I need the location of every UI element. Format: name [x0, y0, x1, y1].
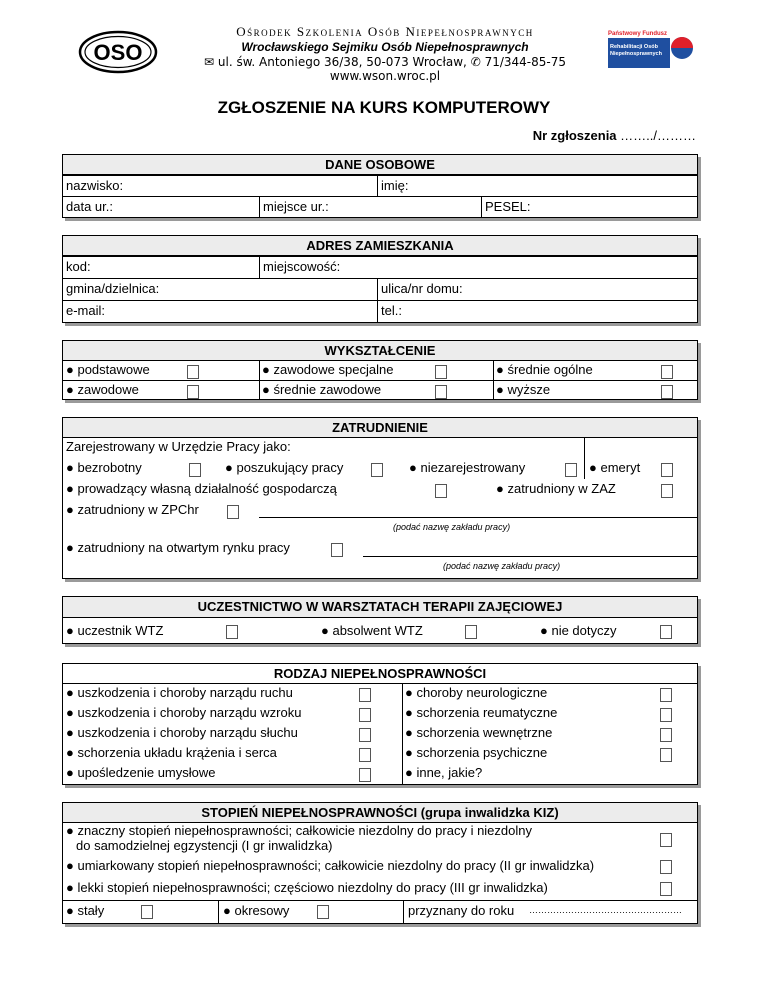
- personal-row-2: [63, 196, 697, 217]
- disability-type-header: RODZAJ NIEPEŁNOSPRAWNOŚCI: [63, 664, 697, 684]
- personal-data-section: [62, 154, 698, 218]
- wtz-participant-checkbox[interactable]: [226, 625, 238, 639]
- edu-secondary-general-label: ● średnie ogólne: [496, 362, 593, 377]
- disability-type-section: [62, 663, 698, 785]
- edu-vocational-label: ● zawodowe: [66, 382, 139, 397]
- degree-severe-label-2: do samodzielnej egzystencji (I gr inwalidzka): [76, 838, 333, 853]
- disability-degree-header: STOPIEŃ NIEPEŁNOSPRAWNOŚCI (grupa inwalidzka KIZ): [63, 803, 697, 823]
- address-row-3: [63, 300, 697, 322]
- zaz-label: ● zatrudniony w ZAZ: [496, 481, 616, 496]
- address-row-2: [63, 278, 697, 300]
- pesel-field[interactable]: PESEL:: [485, 199, 531, 214]
- city-field[interactable]: miejscowość:: [263, 259, 341, 274]
- granted-until-field[interactable]: ……………………………………………: [529, 905, 682, 915]
- education-section: [62, 340, 698, 400]
- edu-special-vocational-checkbox[interactable]: [435, 365, 447, 379]
- disability-degree-section: [62, 802, 698, 924]
- org-subtitle: Wrocławskiego Sejmiku Osób Niepełnosprawnych: [241, 40, 529, 54]
- zpchr-employer-hint: (podać nazwę zakładu pracy): [393, 522, 511, 532]
- retiree-label: ● emeryt: [589, 460, 641, 475]
- zpchr-checkbox[interactable]: [227, 505, 239, 519]
- edu-higher-label: ● wyższe: [496, 382, 551, 397]
- disability-left-label-5: ● upośledzenie umysłowe: [66, 765, 216, 780]
- org-website: www.wson.wroc.pl: [329, 69, 441, 83]
- granted-until-label: przyznany do roku: [408, 903, 515, 918]
- edu-higher-checkbox[interactable]: [661, 385, 673, 399]
- job-seeker-label: ● poszukujący pracy: [225, 460, 344, 475]
- personal-data-header: DANE OSOBOWE: [63, 155, 697, 175]
- degree-mild-label: ● lekki stopień niepełnosprawności; częściowo niezdolny do pracy (III gr inwalidzka): [66, 880, 548, 895]
- org-phone: 71/344-85-75: [484, 55, 566, 69]
- job-seeker-checkbox[interactable]: [371, 463, 383, 477]
- self-employed-label: ● prowadzący własną działalność gospodarczą: [66, 481, 337, 496]
- org-address-line: [150, 55, 620, 69]
- org-address: ul. św. Antoniego 36/38, 50-073 Wrocław,: [217, 55, 467, 69]
- unregistered-label: ● niezarejestrowany: [409, 460, 526, 475]
- application-number: [470, 128, 696, 143]
- disability-left-checkbox-2[interactable]: [359, 708, 371, 722]
- disability-left-label-2: ● uszkodzenia i choroby narządu wzroku: [66, 705, 302, 720]
- degree-moderate-label: ● umiarkowany stopień niepełnosprawności; całkowicie niezdolny do pracy (II gr inwalidzka): [66, 858, 595, 873]
- disability-right-checkbox-4[interactable]: [660, 748, 672, 762]
- form-title: ZGŁOSZENIE NA KURS KOMPUTEROWY: [217, 98, 551, 117]
- open-market-checkbox[interactable]: [331, 543, 343, 557]
- degree-mild-checkbox[interactable]: [660, 882, 672, 896]
- open-market-employer-field[interactable]: [363, 556, 697, 557]
- personal-row-1: [63, 175, 697, 196]
- postal-code-field[interactable]: kod:: [66, 259, 91, 274]
- disability-right-checkbox-2[interactable]: [660, 708, 672, 722]
- temporary-checkbox[interactable]: [317, 905, 329, 919]
- address-header: ADRES ZAMIESZKANIA: [63, 236, 697, 256]
- zpchr-employer-field[interactable]: [259, 517, 697, 518]
- application-number-label: Nr zgłoszenia: [532, 128, 617, 143]
- disability-right-label-2: ● schorzenia reumatyczne: [405, 705, 558, 720]
- disability-right-label-5: ● inne, jakie?: [405, 765, 483, 780]
- email-field[interactable]: e-mail:: [66, 303, 106, 318]
- birth-place-field[interactable]: miejsce ur.:: [263, 199, 329, 214]
- svg-text:Niepełnosprawnych: Niepełnosprawnych: [610, 51, 662, 57]
- edu-primary-checkbox[interactable]: [187, 365, 199, 379]
- disability-right-checkbox-3[interactable]: [660, 728, 672, 742]
- disability-left-checkbox-5[interactable]: [359, 768, 371, 782]
- zaz-checkbox[interactable]: [661, 484, 673, 498]
- birth-date-field[interactable]: data ur.:: [66, 199, 113, 214]
- oso-logo: [78, 30, 158, 74]
- surname-field[interactable]: nazwisko:: [66, 178, 124, 193]
- degree-moderate-checkbox[interactable]: [660, 860, 672, 874]
- self-employed-checkbox[interactable]: [435, 484, 447, 498]
- disability-left-checkbox-3[interactable]: [359, 728, 371, 742]
- envelope-icon: ✉: [203, 55, 215, 69]
- open-market-employer-hint: (podać nazwę zakładu pracy): [443, 561, 561, 571]
- svg-text:Rehabilitacji Osób: Rehabilitacji Osób: [610, 44, 658, 50]
- phone-field[interactable]: tel.:: [381, 303, 402, 318]
- employment-intro: Zarejestrowany w Urzędzie Pracy jako:: [66, 439, 291, 454]
- org-name: Ośrodek Szkolenia Osób Niepełnosprawnych: [236, 24, 534, 39]
- zpchr-label: ● zatrudniony w ZPChr: [66, 502, 199, 517]
- logo-text: OSO: [93, 40, 143, 65]
- wtz-graduate-label: ● absolwent WTZ: [321, 623, 423, 638]
- unemployed-checkbox[interactable]: [189, 463, 201, 477]
- permanent-checkbox[interactable]: [141, 905, 153, 919]
- edu-secondary-general-checkbox[interactable]: [661, 365, 673, 379]
- svg-text:Państwowy Fundusz: Państwowy Fundusz: [608, 31, 668, 37]
- retiree-checkbox[interactable]: [661, 463, 673, 477]
- degree-severe-checkbox[interactable]: [660, 833, 672, 847]
- first-name-field[interactable]: imię:: [381, 178, 409, 193]
- pfron-logo: [606, 28, 694, 70]
- degree-severe-label-1: ● znaczny stopień niepełnosprawności; całkowicie niezdolny do pracy i niezdolny: [66, 823, 532, 838]
- education-header: WYKSZTAŁCENIE: [63, 341, 697, 361]
- employment-header: ZATRUDNIENIE: [63, 418, 697, 438]
- application-number-field[interactable]: ……../………: [620, 128, 696, 143]
- disability-right-label-4: ● schorzenia psychiczne: [405, 745, 548, 760]
- edu-secondary-vocational-label: ● średnie zawodowe: [262, 382, 382, 397]
- wtz-participant-label: ● uczestnik WTZ: [66, 623, 164, 638]
- edu-primary-label: ● podstawowe: [66, 362, 150, 377]
- employment-section: [62, 417, 698, 579]
- disability-right-label-1: ● choroby neurologiczne: [405, 685, 548, 700]
- wtz-not-applicable-checkbox[interactable]: [660, 625, 672, 639]
- disability-left-checkbox-1[interactable]: [359, 688, 371, 702]
- wtz-graduate-checkbox[interactable]: [465, 625, 477, 639]
- phone-icon: ✆: [470, 55, 481, 69]
- edu-vocational-checkbox[interactable]: [187, 385, 199, 399]
- disability-right-checkbox-1[interactable]: [660, 688, 672, 702]
- edu-special-vocational-label: ● zawodowe specjalne: [262, 362, 394, 377]
- address-row-1: [63, 256, 697, 278]
- temporary-label: ● okresowy: [223, 903, 290, 918]
- disability-left-checkbox-4[interactable]: [359, 748, 371, 762]
- address-section: [62, 235, 698, 323]
- open-market-label: ● zatrudniony na otwartym rynku pracy: [66, 540, 290, 555]
- wtz-header: UCZESTNICTWO W WARSZTATACH TERAPII ZAJĘCIOWEJ: [63, 597, 697, 618]
- disability-left-label-4: ● schorzenia układu krążenia i serca: [66, 745, 277, 760]
- disability-left-label-1: ● uszkodzenia i choroby narządu ruchu: [66, 685, 293, 700]
- permanent-label: ● stały: [66, 903, 105, 918]
- unemployed-label: ● bezrobotny: [66, 460, 142, 475]
- edu-secondary-vocational-checkbox[interactable]: [435, 385, 447, 399]
- district-field[interactable]: gmina/dzielnica:: [66, 281, 160, 296]
- wtz-section: [62, 596, 698, 644]
- disability-left-label-3: ● uszkodzenia i choroby narządu słuchu: [66, 725, 298, 740]
- wtz-not-applicable-label: ● nie dotyczy: [540, 623, 617, 638]
- pfron-logo-graphic: [606, 28, 694, 70]
- unregistered-checkbox[interactable]: [565, 463, 577, 477]
- street-field[interactable]: ulica/nr domu:: [381, 281, 463, 296]
- disability-right-label-3: ● schorzenia wewnętrzne: [405, 725, 553, 740]
